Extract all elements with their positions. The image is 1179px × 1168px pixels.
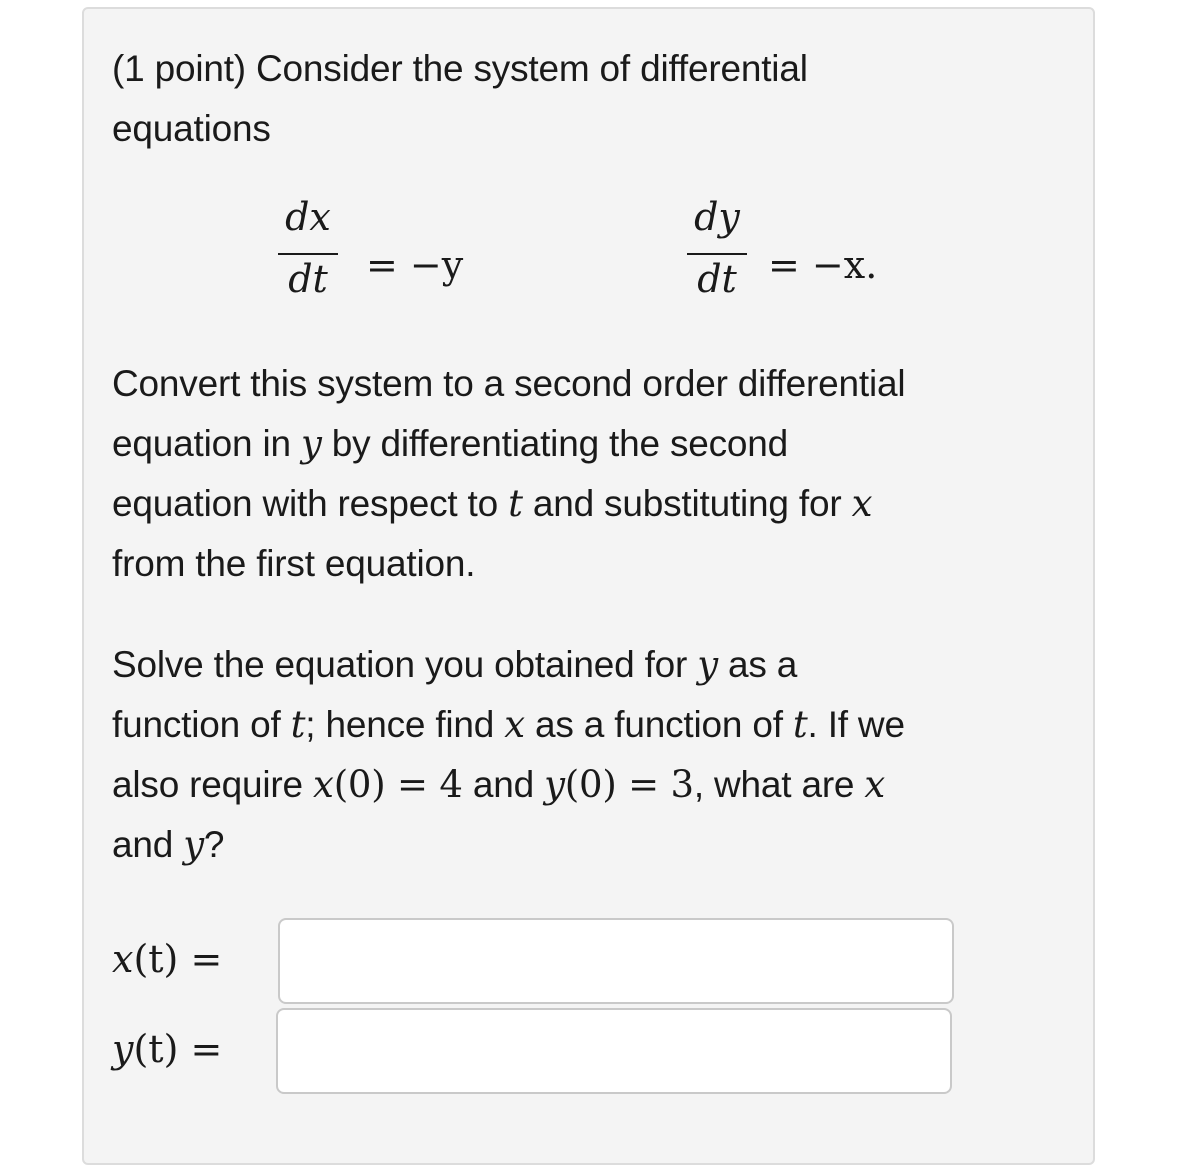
var-y: y: [300, 422, 322, 465]
equation-2-denominator: dt: [697, 257, 737, 301]
conversion-instructions: [112, 354, 905, 594]
para2-line-3-text-b: and substituting for: [522, 483, 852, 524]
para3-line-1-text-b: as a: [717, 644, 798, 685]
para3-line-4-text-b: ?: [203, 824, 225, 865]
var-y: y: [112, 1027, 134, 1071]
para2-line-2-text-a: equation in: [112, 423, 301, 464]
para2-line-1: Convert this system to a second order differential: [112, 363, 906, 404]
equation-2-numerator: dy: [694, 195, 740, 239]
equation-2-rhs: = −x.: [768, 243, 878, 287]
para2-line-2-text-b: by differentiating the second: [321, 423, 789, 464]
var-x: x: [112, 937, 134, 981]
var-t: t: [508, 482, 523, 525]
var-y: y: [544, 763, 565, 806]
para3-line-4-text-a: and: [112, 824, 184, 865]
equation-1-fraction: [278, 195, 338, 305]
y-label-rest: (t) =: [133, 1027, 223, 1071]
intro-line-1: (1 point) Consider the system of differential: [112, 48, 808, 89]
solve-instructions: [112, 635, 905, 875]
para3-line-2-text-a: function of: [112, 704, 291, 745]
para3-line-1-text-a: Solve the equation you obtained for: [112, 644, 698, 685]
initial-condition-y: (0) = 3: [564, 763, 694, 806]
problem-card: [82, 7, 1095, 1165]
problem-intro: [112, 39, 808, 159]
var-t: t: [290, 703, 306, 746]
initial-condition-x: (0) = 4: [333, 763, 463, 806]
equation-1-fraction-bar: [278, 253, 338, 255]
var-t: t: [792, 703, 808, 746]
para3-line-3-text-a: also require: [112, 764, 314, 805]
para3-line-2-text-d: . If we: [807, 704, 905, 745]
var-x: x: [504, 703, 525, 746]
para2-line-4: from the first equation.: [112, 543, 476, 584]
x-answer-label: [112, 937, 222, 981]
var-y: y: [183, 823, 204, 866]
x-label-rest: (t) =: [133, 937, 223, 981]
para3-line-2-text-b: ; hence find: [305, 704, 505, 745]
y-answer-input[interactable]: [276, 1008, 952, 1094]
y-answer-label: [112, 1027, 222, 1071]
var-x: x: [313, 763, 334, 806]
intro-line-2: equations: [112, 108, 271, 149]
var-x: x: [851, 482, 873, 525]
equation-1-denominator: dt: [288, 257, 328, 301]
equation-1-numerator: dx: [285, 195, 331, 239]
para3-line-3-text-c: , what are: [693, 764, 865, 805]
var-y: y: [697, 643, 718, 686]
x-answer-input[interactable]: [278, 918, 954, 1004]
equation-2-fraction: [687, 195, 747, 305]
para3-line-2-text-c: as a function of: [524, 704, 793, 745]
var-x: x: [864, 763, 886, 806]
equation-1-rhs: = −y: [366, 243, 464, 287]
para3-line-3-text-b: and: [462, 764, 545, 805]
equation-2-fraction-bar: [687, 253, 747, 255]
para2-line-3-text-a: equation with respect to: [112, 483, 509, 524]
